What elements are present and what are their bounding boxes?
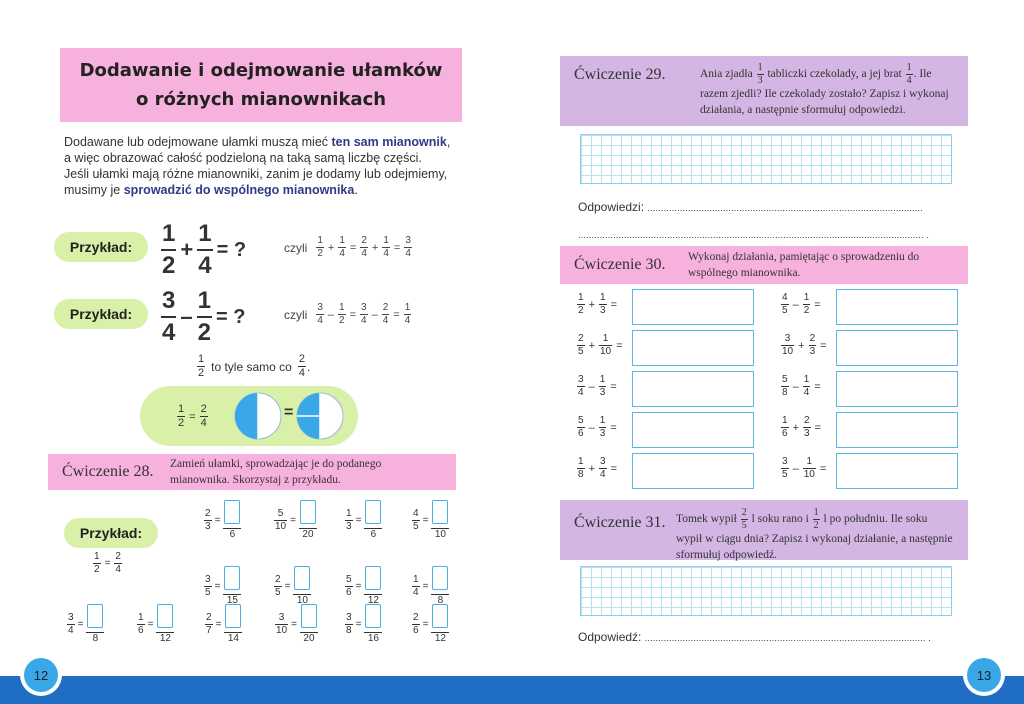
pill-equation: $\frac{1}{2}$ = $\frac{2}{4}$ (178, 403, 207, 429)
exercise-29-header (560, 56, 968, 126)
exercise-28-label: Ćwiczenie 28. (62, 463, 154, 480)
fraction: 4 5 (782, 292, 788, 316)
exercise-31-text: Tomek wypił $\frac{2}{5}$ l soku rano i $\frac{1}{2}$ l po południu. Ile soku wypił w ciągu dnia? Zapisz i wykonaj działanie, a następnie sformułuj odpowiedź. (676, 507, 953, 561)
answer-box[interactable] (836, 330, 958, 366)
fraction: $\frac{1}{4}$ (339, 235, 345, 259)
exercise-30-text: Wykonaj działania, pamiętając o sprowadzeniu do wspólnego mianownika. (688, 251, 920, 279)
highlight-common-denominator: ten sam mianownik (331, 135, 447, 149)
exercise-29-text: Ania zjadła $\frac{1}{3}$ tabliczki czekolady, a jej brat $\frac{1}{4}$ . Ile razem zjedli? Ile czekolady zostało? Zapisz i wykonaj działania, a następnie sformułuj odpowiedzi. (700, 62, 949, 116)
answer-box[interactable] (836, 289, 958, 325)
conversion-item: $\frac{3}{5}$ = 15 (203, 566, 242, 606)
exercise-30-header (560, 246, 968, 284)
addition-task: 3 10 + $\frac{2}{3}$ = (782, 333, 827, 357)
fraction: $\frac{1}{4}$ (413, 573, 419, 598)
conversion-item: $\frac{2}{7}$ = 14 (204, 604, 243, 644)
fraction: $\frac{1}{4}$ (803, 374, 810, 398)
operator: – (371, 308, 378, 321)
numerator-answer-slot[interactable] (365, 566, 381, 590)
numerator-answer-slot[interactable] (294, 566, 310, 590)
fraction: $\frac{1}{4}$ (383, 235, 389, 259)
exercise-28-header (48, 454, 456, 490)
fraction: 1 2 (317, 235, 323, 259)
exercise-29-answer-line-2[interactable]: ................................................................................................................................ . (578, 230, 930, 240)
operator: – (327, 308, 335, 321)
fraction: 3 4 (162, 287, 176, 346)
addition-task: 3 5 – $\frac{1}{10}$ = (782, 456, 827, 480)
fraction: $\frac{2}{4}$ (382, 302, 389, 326)
fraction: $\frac{2}{3}$ (205, 507, 211, 532)
fraction: 3 5 (782, 456, 788, 480)
fraction: $\frac{2}{5}$ (275, 573, 281, 598)
fraction: 2 5 (578, 333, 584, 357)
answer-box[interactable] (836, 453, 958, 489)
fraction: $\frac{3}{8}$ (346, 611, 352, 636)
operator: = (349, 241, 357, 254)
fraction: $\frac{3}{4}$ (405, 235, 411, 259)
addition-task: 5 8 – $\frac{1}{4}$ = (782, 374, 821, 398)
answer-box[interactable] (632, 289, 754, 325)
page-title-line1: Dodawanie i odejmowanie ułamków (79, 60, 443, 81)
intro-text (64, 134, 454, 198)
fraction: $\frac{2}{6}$ (413, 611, 419, 636)
page-title (60, 56, 462, 114)
fraction: $\frac{1}{6}$ (138, 611, 144, 636)
conversion-item: $\frac{1}{4}$ = 8 (411, 566, 450, 606)
numerator-answer-slot[interactable] (365, 604, 381, 628)
numerator-answer-slot[interactable] (432, 566, 448, 590)
conversion-item: $\frac{3}{4}$ = 8 (66, 604, 105, 644)
fraction: $\frac{3}{10}$ (276, 611, 288, 636)
numerator-answer-slot[interactable] (301, 604, 317, 628)
target-fraction: 12 (156, 604, 174, 644)
page-title-line2: o różnych mianownikach (135, 89, 387, 110)
exercise-29-label: Ćwiczenie 29. (574, 66, 666, 83)
addition-task: 2 5 + $\frac{1}{10}$ = (578, 333, 623, 357)
fraction: $\frac{1}{3}$ (600, 292, 606, 316)
fraction: $\frac{1}{3}$ (599, 415, 606, 439)
fraction: $\frac{2}{3}$ (804, 415, 810, 439)
numerator-answer-slot[interactable] (87, 604, 103, 628)
answer-box[interactable] (632, 453, 754, 489)
intro-paragraph-2: Jeśli ułamki mają różne mianowniki, zanim je dodamy lub odejmiemy, musimy je sprowadzić do wspólnego mianownika. (64, 167, 448, 197)
fraction: 1 6 (782, 415, 788, 439)
fraction: $\frac{1}{2}$ (339, 302, 345, 326)
conversion-item: $\frac{1}{3}$ = 6 (344, 500, 383, 540)
fraction: $\frac{2}{4}$ (200, 403, 207, 429)
answer-box[interactable] (632, 371, 754, 407)
addition-task: 3 4 – $\frac{1}{3}$ = (578, 374, 617, 398)
fraction: $\frac{3}{4}$ (361, 302, 367, 326)
numerator-answer-slot[interactable] (224, 566, 240, 590)
fraction: $\frac{2}{4}$ (361, 235, 367, 259)
target-fraction: 6 (223, 500, 241, 540)
addition-task: 1 6 + $\frac{2}{3}$ = (782, 415, 821, 439)
target-fraction: 8 (86, 604, 104, 644)
fraction: $\frac{2}{7}$ (206, 611, 212, 636)
fraction: 1 2 (162, 220, 176, 279)
fraction: $\frac{1}{2}$ (178, 403, 185, 429)
fraction: $\frac{3}{4}$ (600, 456, 606, 480)
target-fraction: 6 (364, 500, 382, 540)
target-fraction: 20 (299, 500, 317, 540)
example-2-chain: czyli 3 4 – $\frac{1}{2}$ = $\frac{3}{4}$ – $\frac{2}{4}$ = $\frac{1}{4}$ (284, 302, 411, 326)
fraction: $\frac{5}{10}$ (275, 507, 287, 532)
conversion-item: $\frac{3}{10}$ = 20 (274, 604, 319, 644)
answer-box[interactable] (632, 412, 754, 448)
conversion-item: $\frac{5}{10}$ = 20 (273, 500, 318, 540)
conversion-item: $\frac{2}{6}$ = 12 (411, 604, 450, 644)
operator: + (371, 241, 379, 254)
fraction: 3 4 (317, 302, 323, 326)
conversion-item: $\frac{4}{5}$ = 10 (411, 500, 450, 540)
highlight-convert: sprowadzić do wspólnego mianownika (123, 183, 355, 197)
numerator-answer-slot[interactable] (432, 500, 448, 524)
example-2-badge: Przykład: (54, 299, 148, 329)
fraction: $\frac{5}{6}$ (346, 573, 352, 598)
exercise-28-text: Zamień ułamki, sprowadzając je do podanego mianownika. Skorzystaj z przykładu. (170, 458, 382, 486)
exercise-28-example: $\frac{1}{2}$ = $\frac{2}{4}$ (94, 551, 121, 575)
example-1-badge: Przykład: (54, 232, 148, 262)
numerator-answer-slot[interactable] (157, 604, 173, 628)
intro-paragraph-1: Dodawane lub odejmowane ułamki muszą mieć ten sam mianownik, a więc obrazować całość podzieloną na taką samą liczbę części. (64, 135, 451, 165)
fraction: $\frac{1}{4}$ (404, 302, 411, 326)
answer-box[interactable] (836, 412, 958, 448)
addition-task: 1 8 + $\frac{3}{4}$ = (578, 456, 617, 480)
fraction: $\frac{1}{2}$ (94, 551, 100, 575)
target-fraction: 14 (224, 604, 242, 644)
fraction: $\frac{1}{2}$ (813, 507, 819, 531)
example-2-expression: 3 4 – $\frac{1}{2}$ = ? (162, 287, 246, 346)
fraction: $\frac{1}{10}$ (600, 333, 612, 357)
page-number-left: 12 (24, 658, 58, 692)
exercise-31-label: Ćwiczenie 31. (574, 514, 666, 531)
fraction: 3 10 (782, 333, 794, 357)
fraction: $\frac{1}{3}$ (346, 507, 352, 532)
fraction: $\frac{3}{5}$ (205, 573, 211, 598)
fraction: 1 2 (198, 353, 205, 379)
conversion-item: $\frac{1}{6}$ = 12 (136, 604, 175, 644)
operator: = (393, 308, 400, 321)
target-fraction: 10 (431, 500, 449, 540)
half-circle-icon (234, 392, 282, 440)
fraction: $\frac{2}{3}$ (809, 333, 816, 357)
fraction: $\frac{3}{4}$ (68, 611, 74, 636)
fraction: $\frac{1}{10}$ (803, 456, 815, 480)
conversion-item: $\frac{3}{8}$ = 16 (344, 604, 383, 644)
target-fraction: 15 (223, 566, 241, 606)
target-fraction: 10 (293, 566, 311, 606)
operator: + (327, 241, 335, 254)
fraction: 1 2 (578, 292, 584, 316)
fraction: 2 4 (298, 353, 305, 379)
example-1-expression: 1 2 + $\frac{1}{4}$ = ? (162, 220, 247, 279)
pill-equals: = (284, 404, 294, 421)
exercise-28-example-badge: Przykład: (64, 518, 158, 548)
numerator-answer-slot[interactable] (224, 500, 240, 524)
exercise-29-answer-line-1[interactable]: Odpowiedzi: ...................................................................................................... (578, 200, 923, 214)
addition-task: 1 2 + $\frac{1}{3}$ = (578, 292, 617, 316)
target-fraction: 12 (364, 566, 382, 606)
fraction: $\frac{1}{4}$ (906, 62, 912, 86)
addition-task: 4 5 – $\frac{1}{2}$ = (782, 292, 821, 316)
fraction: 1 8 (578, 456, 584, 480)
conversion-item: $\frac{2}{3}$ = 6 (203, 500, 242, 540)
fraction: $\frac{1}{4}$ (198, 220, 212, 279)
target-fraction: 12 (431, 604, 449, 644)
numerator-answer-slot[interactable] (432, 604, 448, 628)
fraction: $\frac{1}{2}$ (803, 292, 810, 316)
exercise-31-header (560, 500, 968, 560)
target-fraction: 16 (364, 604, 382, 644)
target-fraction: 20 (300, 604, 318, 644)
fraction: $\frac{2}{5}$ (741, 507, 747, 531)
fraction: 5 6 (578, 415, 584, 439)
same-as-note: 1 2 to tyle samo co 2 4 . (198, 353, 311, 379)
operator: = (349, 308, 357, 321)
conversion-item: $\frac{2}{5}$ = 10 (273, 566, 312, 606)
example-1-chain: czyli 1 2 + $\frac{1}{4}$ = $\frac{2}{4}$ + $\frac{1}{4}$ = $\frac{3}{4}$ (284, 235, 411, 259)
conversion-item: $\frac{5}{6}$ = 12 (344, 566, 383, 606)
fraction: $\frac{2}{4}$ (115, 551, 121, 575)
numerator-answer-slot[interactable] (365, 500, 381, 524)
numerator-answer-slot[interactable] (225, 604, 241, 628)
fraction: 5 8 (782, 374, 788, 398)
quarter-circle-icon (296, 392, 344, 440)
fraction: 3 4 (578, 374, 584, 398)
operator: = (393, 241, 401, 254)
exercise-31-work-grid[interactable] (580, 566, 952, 616)
fraction: $\frac{4}{5}$ (413, 507, 419, 532)
exercise-30-label: Ćwiczenie 30. (574, 256, 666, 273)
fraction: $\frac{1}{2}$ (197, 287, 211, 346)
exercise-29-work-grid[interactable] (580, 134, 952, 184)
target-fraction: 8 (431, 566, 449, 606)
page-number-right: 13 (967, 658, 1001, 692)
addition-task: 5 6 – $\frac{1}{3}$ = (578, 415, 617, 439)
bottom-bar (0, 676, 1024, 704)
answer-box[interactable] (836, 371, 958, 407)
numerator-answer-slot[interactable] (300, 500, 316, 524)
fraction: $\frac{1}{3}$ (757, 62, 763, 86)
fraction: $\frac{1}{3}$ (599, 374, 606, 398)
answer-box[interactable] (632, 330, 754, 366)
exercise-31-answer-line[interactable]: Odpowiedź: ........................................................................................................ . (578, 630, 931, 644)
